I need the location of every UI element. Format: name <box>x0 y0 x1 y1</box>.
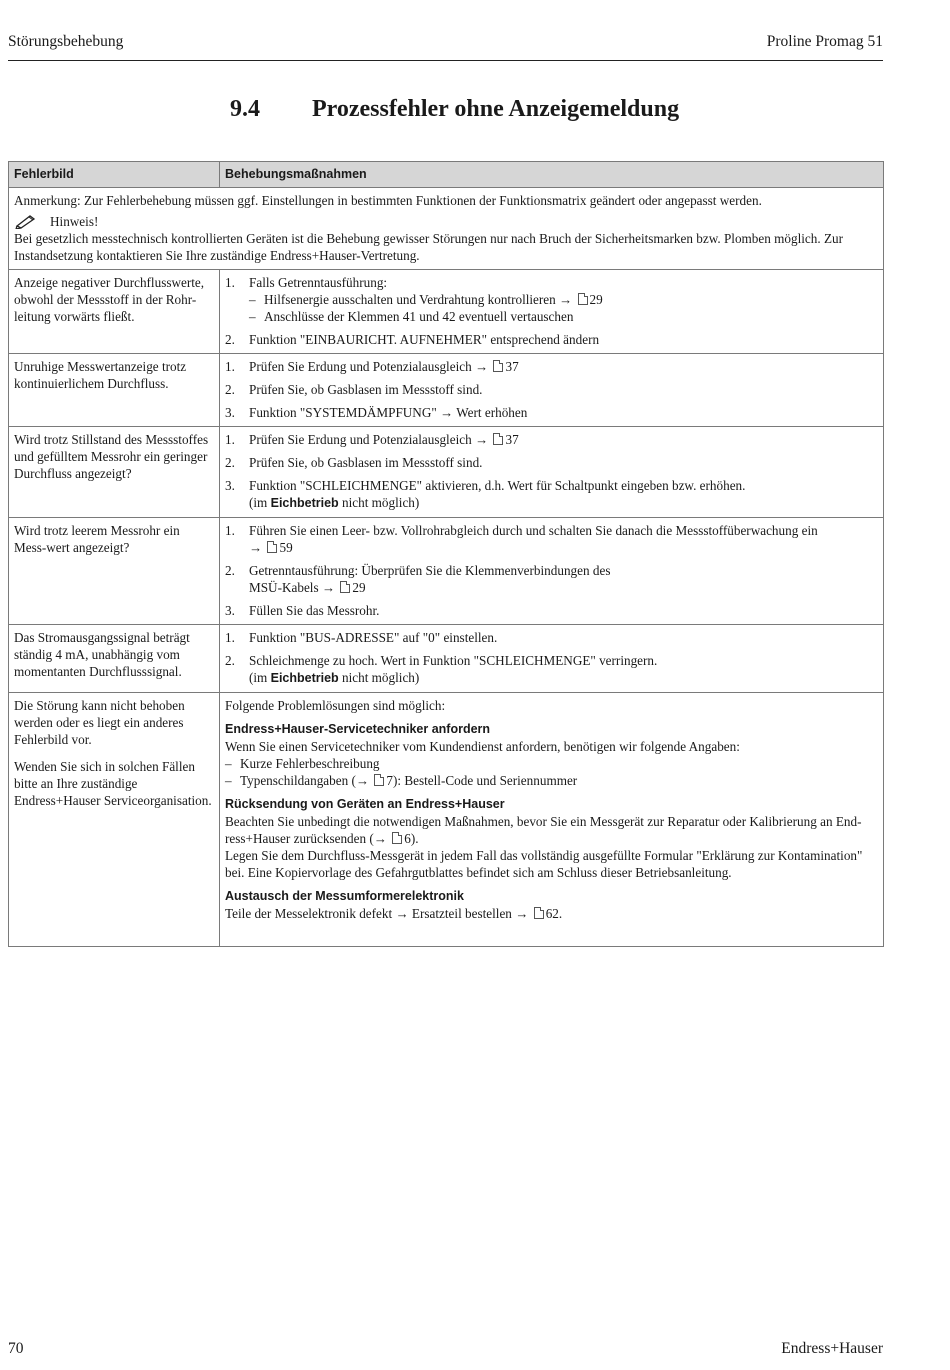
step-item <box>225 331 878 348</box>
page-reference-icon <box>340 581 350 593</box>
page-reference[interactable]: 7 <box>386 773 393 788</box>
table-header-row <box>9 162 884 188</box>
step-item: 1. Prüfen Sie Erdung und Potenzialausgleich → 37 <box>225 432 519 447</box>
hint-line <box>14 213 878 230</box>
step-item: 3. Funktion "SYSTEMDÄMPFUNG" → Wert erhöhen <box>225 405 528 420</box>
contact-text: Wenden Sie sich in solchen Fällen bitte an Ihre zuständige Endress+Hauser Serviceorganisation. <box>14 759 212 808</box>
remedy-cell <box>220 270 884 354</box>
table-row <box>9 693 884 947</box>
remedy-cell <box>220 518 884 625</box>
column-header-symptom: Fehlerbild <box>9 162 220 188</box>
symptom-text: Die Störung kann nicht behoben werden oder es liegt ein anderes Fehlerbild vor. <box>14 698 185 747</box>
brand-footer: Endress+Hauser <box>781 1340 883 1357</box>
subheading-electronics: Austausch der Messumformerelektronik <box>225 889 464 903</box>
running-header-product: Proline Promag 51 <box>766 33 883 50</box>
header-rule <box>8 60 883 61</box>
subheading-service: Endress+Hauser-Servicetechniker anfordern <box>225 722 491 736</box>
note-row <box>9 188 884 270</box>
symptom-cell: Wird trotz leerem Messrohr ein Mess-wert angezeigt? <box>9 518 220 625</box>
remedy-cell <box>220 354 884 427</box>
step-item: 1. Funktion "BUS-ADRESSE" auf "0" einstellen. <box>225 630 498 645</box>
table-row <box>9 427 884 518</box>
step-item: 2. Prüfen Sie, ob Gasblasen im Messstoff sind. <box>225 382 483 397</box>
remedy-cell <box>220 625 884 693</box>
hint-text: Bei gesetzlich messtechnisch kontrollierten Geräten ist die Behebung gewisser Störungen nur nach Bruch der Sicherheitsmarken bzw. Plomben möglich. Zur Instandsetzung kontaktieren Sie Ihre zuständige Endress+Hauser-Vertretung. <box>14 231 844 263</box>
dash-item: – Typenschildangaben (→ 7): Bestell-Code und Seriennummer <box>225 773 578 788</box>
step-number: 1. <box>225 275 235 290</box>
symptom-cell: Das Stromausgangssignal beträgt ständig 4 mA, unabhängig vom momentanten Durchflusssignal. <box>9 625 220 693</box>
step-item <box>225 274 878 325</box>
paragraph: Beachten Sie unbedingt die notwendigen Maßnahmen, bevor Sie ein Messgerät zur Reparatur oder Kalibrierung an End-ress+Hauser zurücksenden (→ 6). <box>225 814 862 846</box>
dash-item: – Anschlüsse der Klemmen 41 und 42 eventuell vertauschen <box>249 309 574 324</box>
page-reference-icon <box>493 360 503 372</box>
symptom-cell: Unruhige Messwertanzeige trotz kontinuierlichem Durchfluss. <box>9 354 220 427</box>
page-reference-icon <box>493 433 503 445</box>
page-reference[interactable]: 29 <box>589 292 603 307</box>
page-reference-icon <box>534 907 544 919</box>
step-text: Funktion "EINBAURICHT. AUFNEHMER" entsprechend ändern <box>249 332 600 347</box>
page-reference-icon <box>392 832 402 844</box>
subheading-return: Rücksendung von Geräten an Endress+Hauser <box>225 797 505 811</box>
step-text: Falls Getrenntausführung: <box>249 275 388 290</box>
page-title <box>230 96 679 123</box>
page-reference-icon <box>267 541 277 553</box>
page-reference[interactable]: 59 <box>279 540 293 555</box>
dash-item: – Hilfsenergie ausschalten und Verdrahtung kontrollieren → 29 <box>249 292 603 307</box>
step-item: 1. Führen Sie einen Leer- bzw. Vollrohrabgleich durch und schalten Sie danach die Messstoffüberwachung ein → 59 <box>225 523 818 555</box>
step-item: 3. Funktion "SCHLEICHMENGE" aktivieren, d.h. Wert für Schaltpunkt eingeben bzw. erhöhen. (im Eichbetrieb nicht möglich) <box>225 478 746 510</box>
symptom-cell: Wird trotz Stillstand des Messstoffes und gefülltem Messrohr ein geringer Durchfluss angezeigt? <box>9 427 220 518</box>
remedy-cell <box>220 693 884 947</box>
paragraph: Legen Sie dem Durchfluss-Messgerät in jedem Fall das vollständig ausgefüllte Formular "Erklärung zur Kontamination" bei. Eine Kopiervorlage des Gefahrgutblattes befindet sich am Schluss dieser Betriebsanleitung. <box>225 848 863 880</box>
table-row <box>9 625 884 693</box>
hint-label: Hinweis! <box>50 214 99 229</box>
step-item: 2. Prüfen Sie, ob Gasblasen im Messstoff sind. <box>225 455 483 470</box>
running-header-section: Störungsbehebung <box>8 33 124 50</box>
emphasis-text: Eichbetrieb <box>270 671 339 685</box>
intro-text: Folgende Problemlösungen sind möglich: <box>225 698 446 713</box>
table-row <box>9 270 884 354</box>
step-item: 2. Schleichmenge zu hoch. Wert in Funktion "SCHLEICHMENGE" verringern. (im Eichbetrieb nicht möglich) <box>225 653 658 685</box>
table-row <box>9 518 884 625</box>
page-reference[interactable]: 6 <box>404 831 411 846</box>
note-cell <box>9 188 884 270</box>
step-item: 1. Prüfen Sie Erdung und Potenzialausgleich → 37 <box>225 359 519 374</box>
symptom-cell <box>9 693 220 947</box>
paragraph: Teile der Messelektronik defekt → Ersatzteil bestellen → 62. <box>225 906 563 921</box>
step-item: 3. Füllen Sie das Messrohr. <box>225 603 380 618</box>
section-title: Prozessfehler ohne Anzeigemeldung <box>312 96 680 122</box>
page-reference[interactable]: 37 <box>505 432 519 447</box>
page-reference-icon <box>578 293 588 305</box>
remark-text: Anmerkung: Zur Fehlerbehebung müssen ggf. Einstellungen in bestimmten Funktionen der Funktionsmatrix geändert oder angepasst werden. <box>14 193 762 208</box>
step-number: 2. <box>225 332 235 347</box>
page-reference[interactable]: 29 <box>352 580 366 595</box>
page-number: 70 <box>8 1340 24 1357</box>
page-reference-icon <box>374 774 384 786</box>
dash-item: – Kurze Fehlerbeschreibung <box>225 756 380 771</box>
section-number: 9.4 <box>230 96 260 122</box>
page-reference[interactable]: 62 <box>545 906 559 921</box>
column-header-remedy: Behebungsmaßnahmen <box>220 162 884 188</box>
symptom-cell: Anzeige negativer Durchflusswerte, obwohl der Messstoff in der Rohr-leitung vorwärts fließt. <box>9 270 220 354</box>
emphasis-text: Eichbetrieb <box>270 496 339 510</box>
step-item: 2. Getrenntausführung: Überprüfen Sie die Klemmenverbindungen des MSÜ-Kabels → 29 <box>225 563 611 595</box>
paragraph: Wenn Sie einen Servicetechniker vom Kundendienst anfordern, benötigen wir folgende Angaben: <box>225 739 740 754</box>
pencil-note-icon <box>14 213 40 229</box>
troubleshooting-table <box>8 161 884 947</box>
remedy-cell <box>220 427 884 518</box>
table-row <box>9 354 884 427</box>
page-reference[interactable]: 37 <box>505 359 519 374</box>
